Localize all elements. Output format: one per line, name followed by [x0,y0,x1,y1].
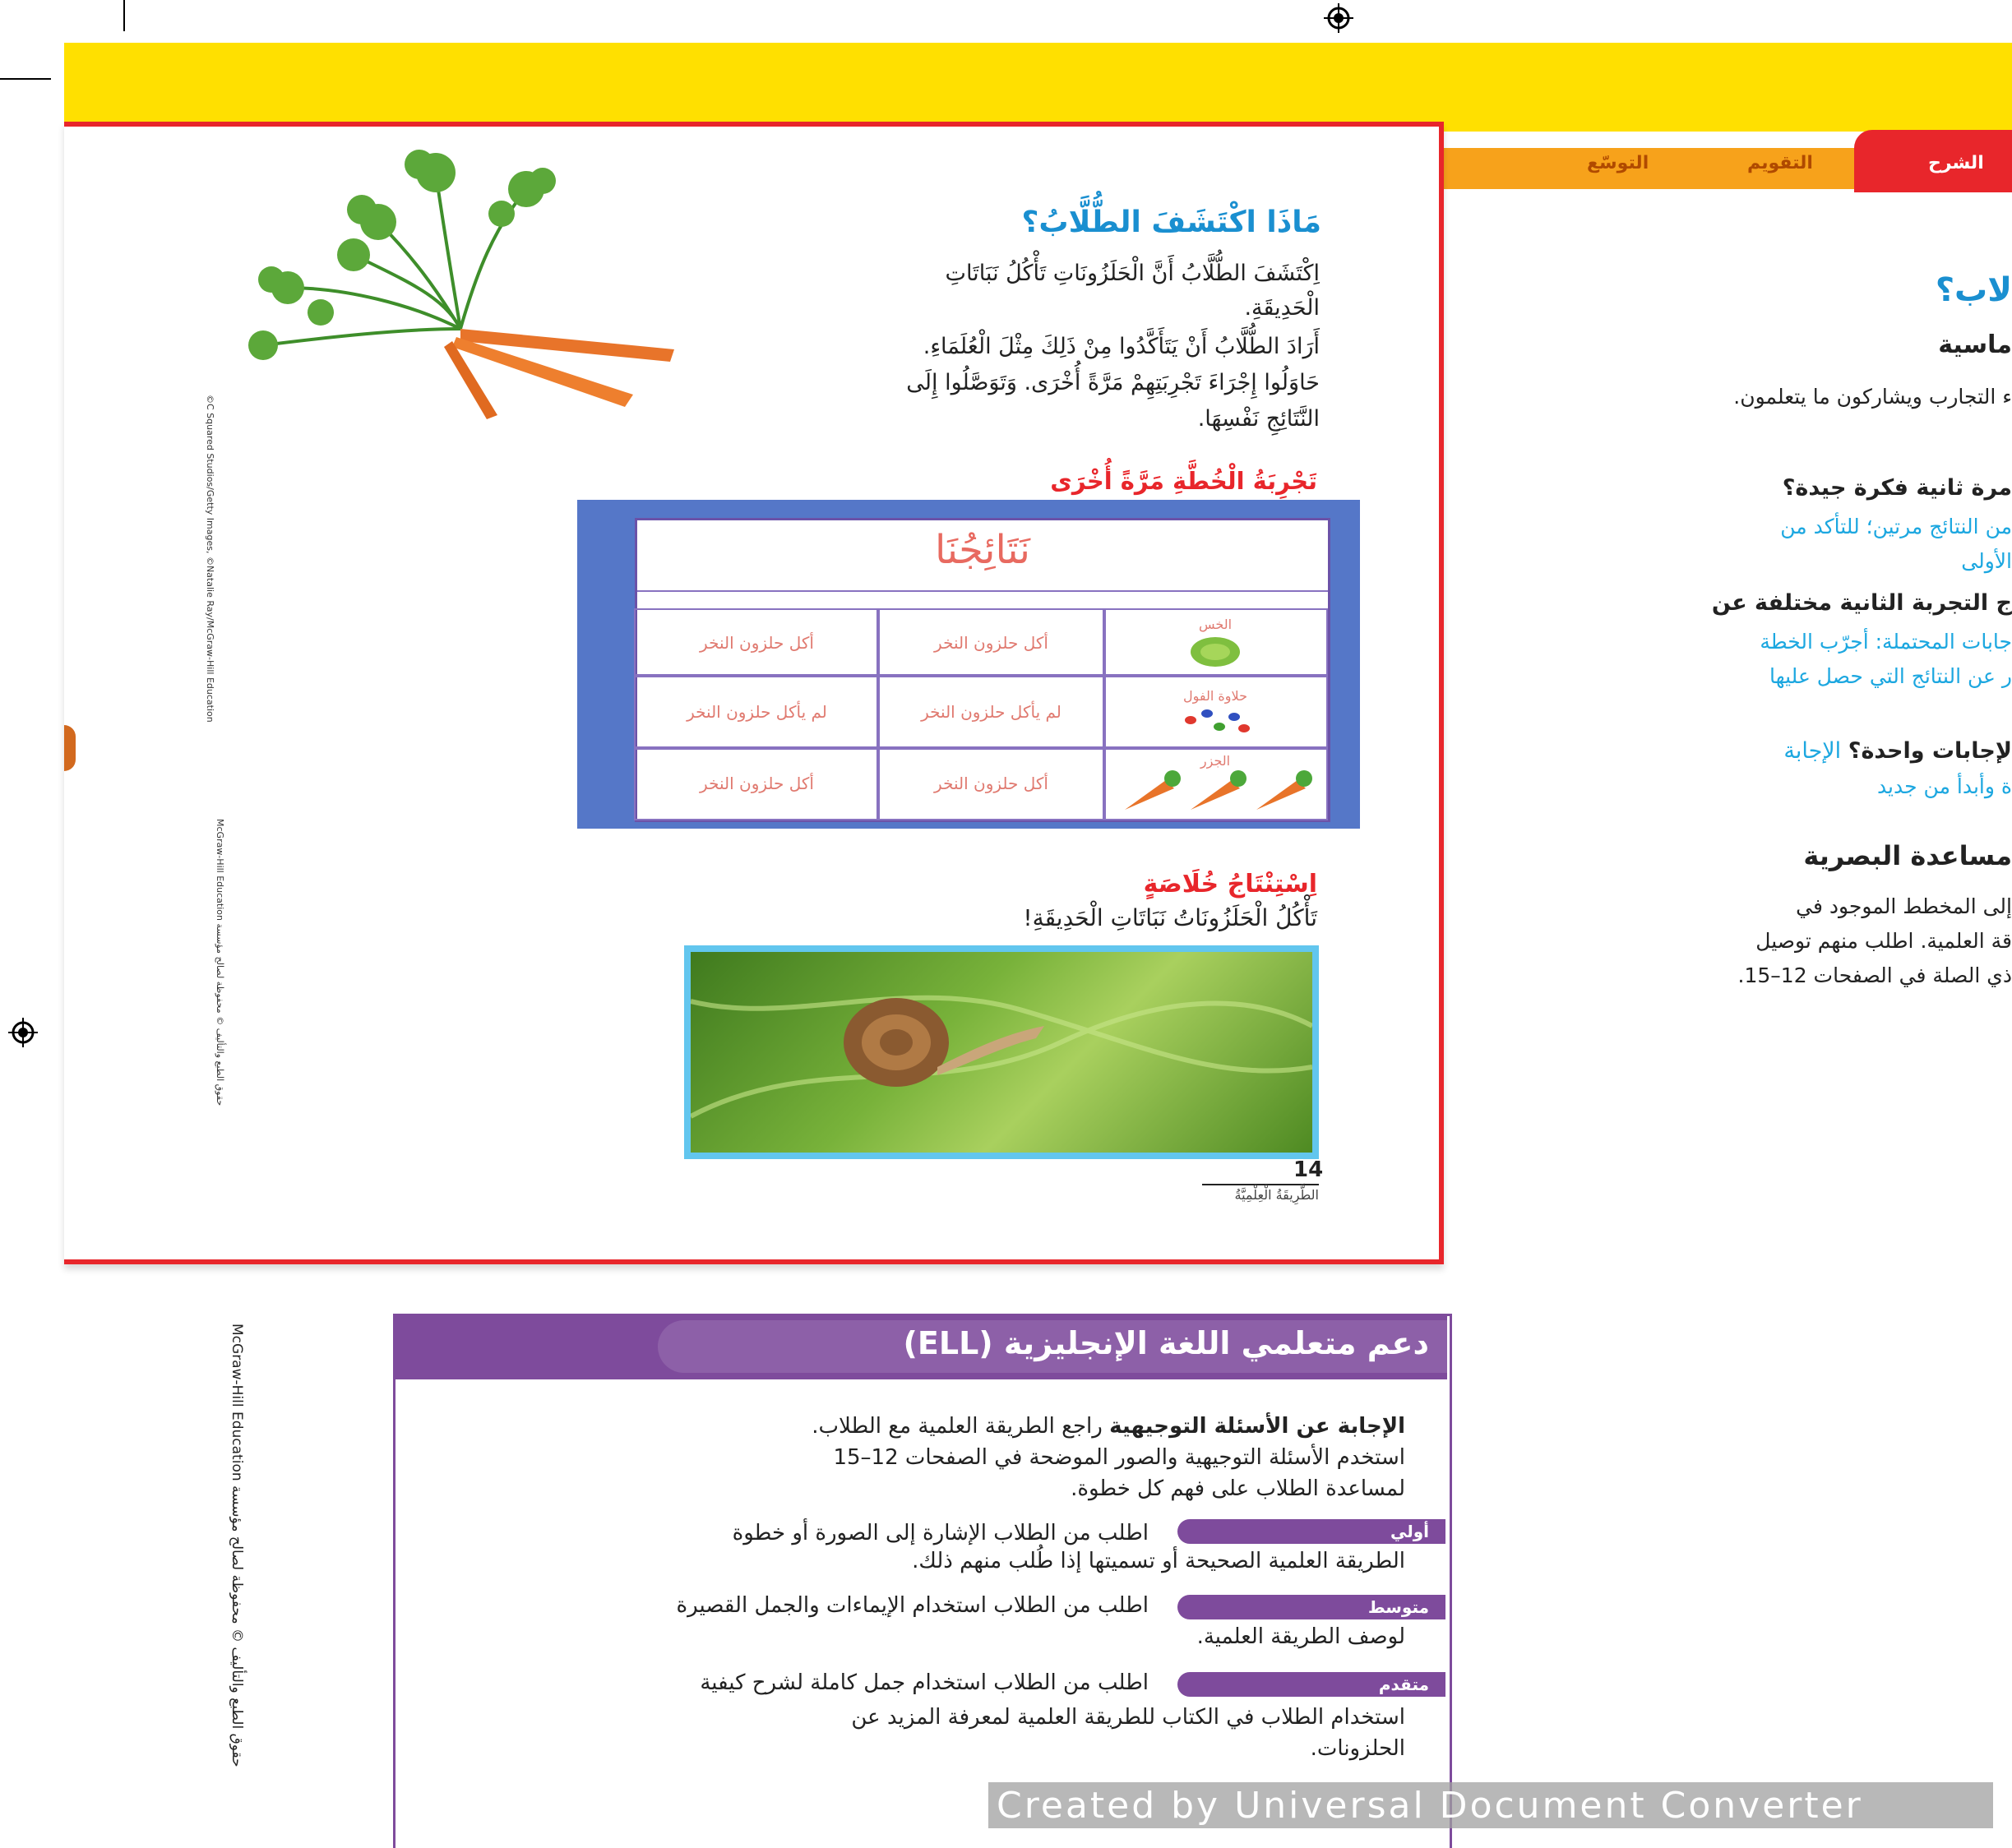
answer-3: ة وأبدأ من جديد [1876,774,2012,798]
level-text-beginning [733,1518,1149,1549]
teacher-title: لاب؟ [1935,271,2012,309]
retry-heading: تَجْرِبَةُ الْخُطَّةِ مَرَّةً أُخْرَى [1050,467,1317,495]
ell-intro-rest: راجع الطريقة العلمية مع الطلاب. [812,1414,1110,1439]
header-band [64,43,2012,132]
board-row-label [1103,674,1328,750]
tab-evaluate[interactable]: التقويم [1747,153,1813,173]
paragraph-line: حَاوَلُوا إِجْرَاءَ تَجْرِبَتِهِمْ مَرَّةً أُخْرَى. وَتَوَصَّلُوا إِلَى [906,370,1320,395]
ell-intro-line: لمساعدة الطلاب على فهم كل خطوة. [1071,1476,1405,1501]
jelly-beans-icon [1178,704,1252,737]
level-line: الحلزونات. [1310,1736,1405,1761]
board-cell: لم يأكل حلزون النخر [876,674,1106,750]
carrot-illustration [164,132,682,419]
level-line: اطلب من الطلاب الإشارة إلى الصورة أو خطوة [732,1521,1149,1545]
question-1: مرة ثانية فكرة جيدة؟ [1782,475,2012,501]
level-text-intermediate: اطلب من الطلاب استخدام الإيماءات والجمل القصيرة [676,1593,1149,1618]
board-row-label [1103,608,1328,677]
ell-heading: دعم متعلمي اللغة الإنجليزية (ELL) [903,1325,1429,1361]
question-2: ج التجربة الثانية مختلفة عن [1711,590,2012,616]
conclusion-text: تَأْكُلُ الْحَلَزُونَاتُ نَبَاتَاتِ الْحَدِيقَةِ! [1023,904,1317,931]
answer-line: من النتائج مرتين؛ للتأكد من [1780,515,2012,538]
level-badge-intermediate: متوسط [1177,1595,1445,1619]
results-board [577,500,1360,829]
tab-extend[interactable]: التوسّع [1587,153,1649,173]
ell-header [393,1314,1447,1379]
level-badge-beginning: أولي [1177,1519,1445,1544]
carrots-icon [1117,769,1314,815]
board-cell: أكل حلزون النخر [634,608,880,677]
board-header-row [637,590,1328,610]
answer-2 [1760,625,2012,694]
ell-intro-line [812,1411,1405,1442]
visual-aid-line: قة العلمية. اطلب منهم توصيل [1755,929,2012,953]
visual-aid-line: ذي الصلة في الصفحات 12–15. [1737,963,2012,987]
paragraph-line: الْحَدِيقَةِ. [1244,295,1320,321]
ell-intro-bold: الإجابة عن الأسئلة التوجيهية [1109,1414,1405,1439]
teacher-line: ء التجارب ويشاركون ما يتعلمون. [1733,385,2012,409]
visual-aid-line: إلى المخطط الموجود في [1796,894,2012,918]
board-cell: أكل حلزون النخر [876,608,1106,677]
snail-photo [684,945,1319,1159]
registration-mark-icon [8,1018,38,1047]
lettuce-icon [1186,632,1244,670]
level-line: استخدام الطلاب في الكتاب للطريقة العلمية لمعرفة المزيد عن [851,1705,1405,1730]
level-text-advanced-cont [851,1702,1405,1764]
page-title: مَاذَا اكْتَشَفَ الطُّلَّابُ؟ [1021,206,1321,239]
ell-intro [812,1411,1405,1504]
conclusion-heading: اِسْتِنْتَاجُ خُلَاصَةٍ [1143,870,1317,899]
board-row-label [1103,746,1328,820]
tab-explain[interactable]: الشرح [1928,153,1984,173]
carrot-tip-illustration [64,725,76,771]
page-number-rule [1202,1184,1319,1185]
ell-intro-line: استخدم الأسئلة التوجيهية والصور الموضحة في الصفحات 12–15 [833,1445,1405,1470]
level-text-advanced: اطلب من الطلاب استخدام جمل كاملة لشرح كيفية [700,1670,1149,1695]
paragraph-1 [946,256,1320,326]
board-cell: أكل حلزون النخر [876,746,1106,820]
paragraph-line: أَرَادَ الطُّلَّابُ أَنْ يَتَأَكَّدُوا مِنْ ذَلِكَ مِثْلَ الْعُلَمَاءِ. [923,334,1320,359]
ell-support-box [393,1314,1452,1848]
row-label: حلاوة الفول [1183,687,1247,704]
ell-side-credit: McGraw-Hill Education حقوق الطبع والتأليف © محفوظة لصالح مؤسسة [229,1324,245,1767]
page-number: 14 [1293,1157,1324,1182]
level-text-intermediate-cont: لوصف الطريقة العلمية. [1196,1624,1405,1649]
teacher-subheading: ماسية [1938,330,2012,359]
paragraph-2 [906,329,1320,437]
publisher-credit: McGraw-Hill Education حقوق الطبع والتأليف © محفوظة لصالح مؤسسة [215,819,225,1106]
row-label: الجزر [1200,752,1231,769]
visual-aid-heading: مساعدة البصرية [1803,840,2012,871]
board-cell: أكل حلزون النخر [634,746,880,820]
row-label: الخس [1198,616,1233,632]
answer-1 [1780,510,2012,579]
answer-line: ر عن النتائج التي حصل عليها [1769,664,2012,688]
paragraph-line: اِكْتَشَفَ الطُّلَّابُ أَنَّ الْحَلَزُونَاتِ تَأْكُلُ نَبَاتَاتِ [945,261,1320,286]
crop-mark-vertical [123,0,125,31]
converter-watermark: Created by Universal Document Converter [988,1782,1993,1828]
crop-mark-horizontal [0,78,51,80]
level-badge-advanced: متقدم [1177,1672,1445,1697]
page-caption: الطَّرِيقَةُ الْعِلْمِيَّةُ [1234,1187,1319,1203]
board-title: نَتَائِجُنَا [935,527,1030,573]
photo-credit: ©C Squared Studios/Getty Images, ©Natalie Ray/McGraw-Hill Education [205,395,215,723]
question-3-text: لإجابات واحدة؟ [1848,738,2012,764]
question-3 [1783,738,2012,764]
answer-line: جابات المحتملة: أجرّب الخطة [1760,630,2012,654]
paragraph-line: النَّتَائِجِ نَفْسِهَا. [1197,406,1320,432]
level-text-beginning-cont: الطريقة العلمية الصحيحة أو تسميتها إذا طُلب منهم ذلك. [912,1549,1405,1573]
registration-mark-icon [1324,3,1353,33]
board-cell: لم يأكل حلزون النخر [634,674,880,750]
answer-line: الأولى [1961,549,2012,573]
visual-aid-text [1738,889,2012,993]
answer-3-start: الإجابة [1783,738,1842,764]
results-chart-paper [635,518,1330,822]
